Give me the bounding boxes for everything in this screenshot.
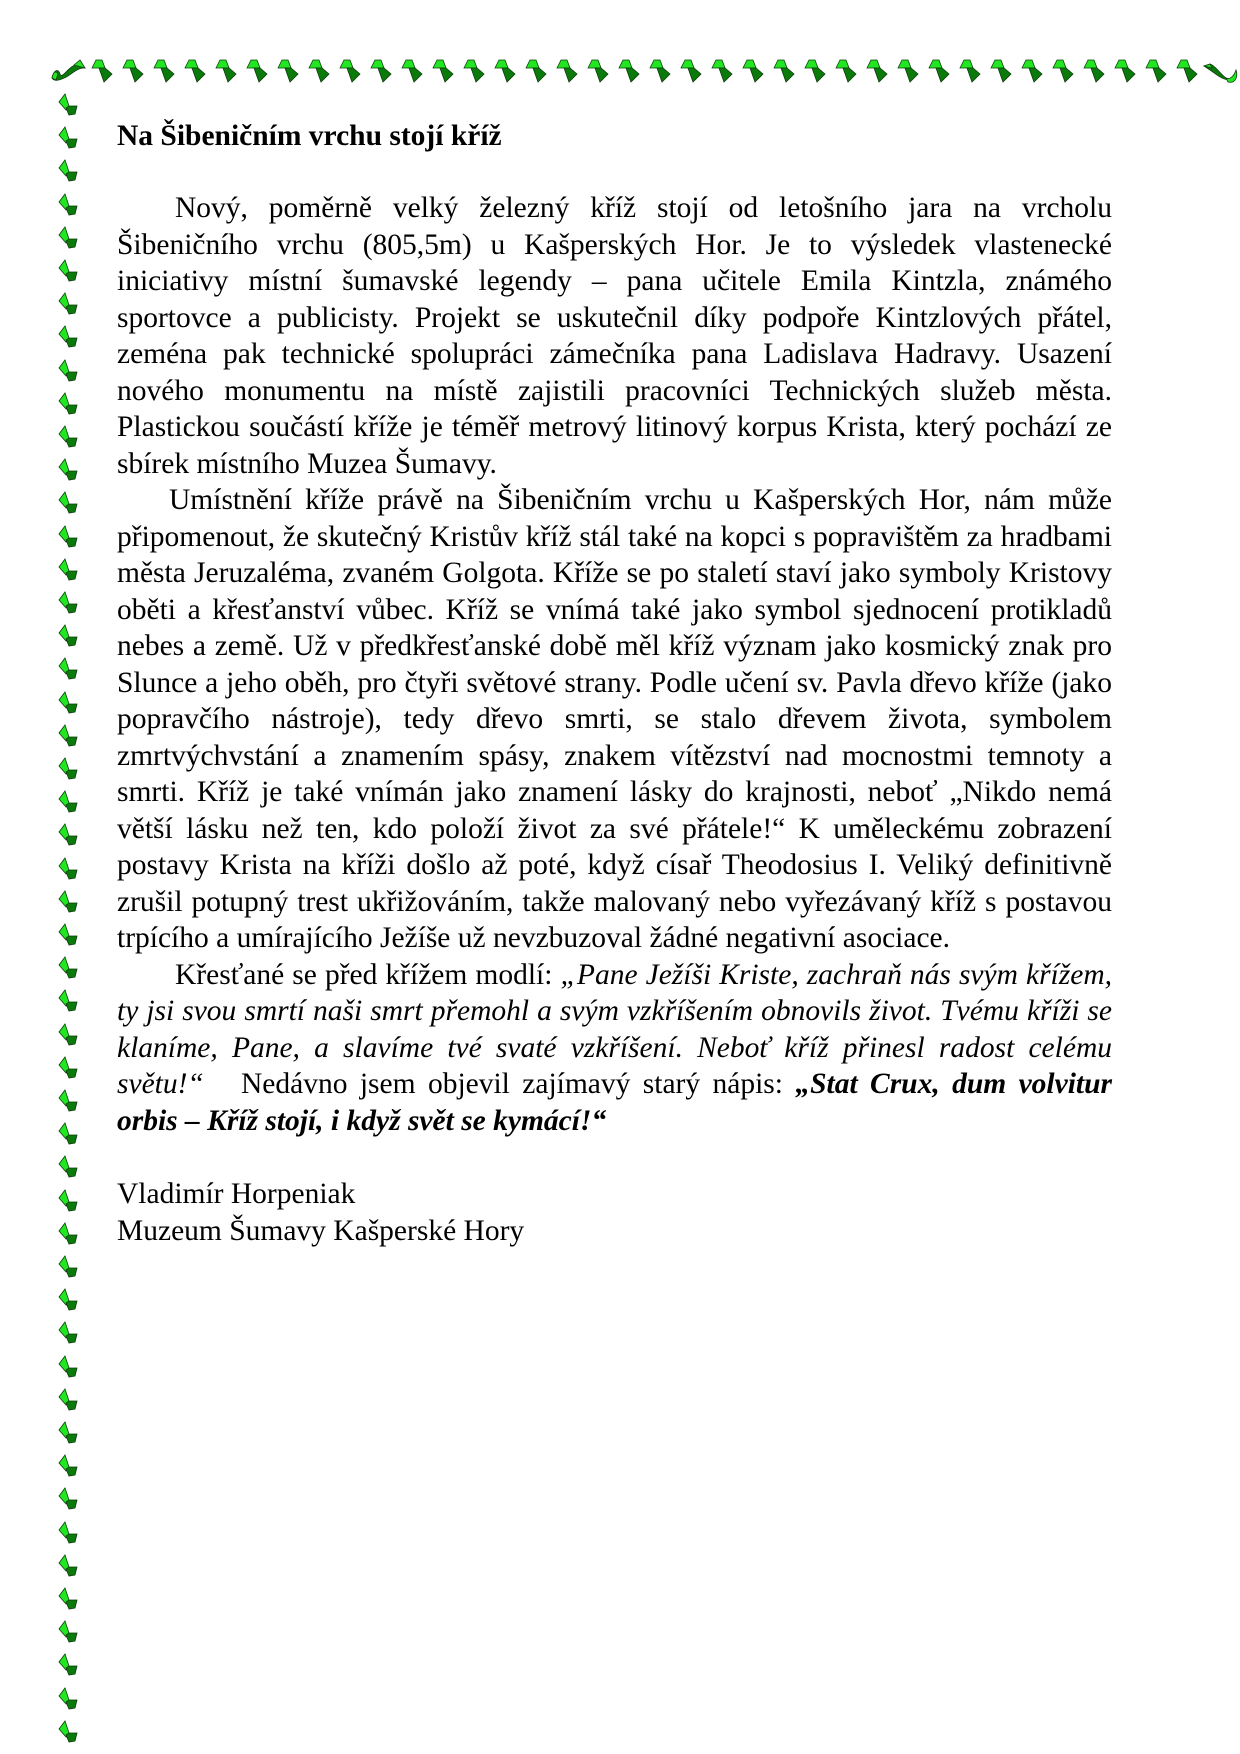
leaf-icon (646, 58, 674, 86)
leaf-icon (1049, 58, 1077, 86)
leaf-icon (305, 58, 333, 86)
leaf-icon (55, 1254, 83, 1282)
leaf-icon (55, 756, 83, 784)
leaf-icon (55, 1553, 83, 1581)
paragraph-1: Nový, poměrně velký železný kříž stojí od letošního jara na vrcholu Šibeničního vrchu (805,5m) u Kašperských Hor. Je to výsledek vlastenecké iniciativy místní šumavské legendy – pana učitele Emila Kintzla, známého sportovce a publicisty. Projekt se uskutečnil díky podpoře Kintzlových přátel, zeména pak technické spolupráci zámečníka pana Ladislava Hadravy. Usazení nového monumentu na místě zajistili pracovníci Technických služeb města. Plastickou součástí kříže je téměř metrový litinový korpus Krista, který pochází ze sbírek místního Muzea Šumavy. (117, 192, 1112, 480)
leaf-icon (55, 92, 83, 120)
leaf-icon (1111, 58, 1139, 86)
leaf-icon (55, 225, 83, 253)
leaf-icon (55, 457, 83, 485)
leaf-icon (55, 1387, 83, 1415)
leaf-icon (55, 922, 83, 950)
leaf-icon (55, 1088, 83, 1116)
leaf-icon (708, 58, 736, 86)
vine-curl-start-icon (50, 56, 86, 82)
leaf-icon (55, 656, 83, 684)
leaf-icon (55, 1486, 83, 1514)
leaf-icon (55, 590, 83, 618)
inscription-intro: Nedávno jsem objevil zajímavý starý nápis: (203, 1068, 796, 1100)
leaf-icon (55, 1055, 83, 1083)
leaf-icon (55, 1686, 83, 1714)
left-leaf-border (55, 92, 95, 1754)
leaf-icon (832, 58, 860, 86)
top-leaf-border (50, 56, 1240, 96)
leaf-icon (55, 391, 83, 419)
leaf-icon (181, 58, 209, 86)
signature-block (117, 1176, 1112, 1250)
paragraph-2: Umístnění kříže právě na Šibeničním vrchu u Kašperských Hor, nám může připomenout, že skutečný Kristův kříž stál také na kopci s popravištěm za hradbami města Jeruzaléma, zvaném Golgota. Kříže se po staletí staví jako symboly Kristovy oběti a křesťanství vůbec. Kříž se vnímá také jako symbol sjednocení protikladů nebes a země. Už v předkřesťanské době měl kříž význam jako kosmický znak pro Slunce a jeho oběh, pro čtyři světové strany. Podle učení sv. Pavla dřevo kříže (jako popravčího nástroje), tedy dřevo smrti, se stalo dřevem života, symbolem zmrtvýchvstání a znamením spásy, znakem vítězství nad mocnostmi temnoty a smrti. Kříž je také vnímán jako znamení lásky do krajnosti, neboť „Nikdo nemá větší lásku než ten, kdo položí život za své přátele!“ K uměleckému zobrazení postavy Krista na kříži došlo až poté, když císař Theodosius I. Veliký definitivně zrušil potupný trest ukřižováním, takže malovaný nebo vyřezávaný kříž s postavou trpícího a umírajícího Ježíše už nevzbuzoval žádné negativní asociace. (117, 484, 1112, 954)
leaf-icon (55, 1652, 83, 1680)
leaf-icon (55, 524, 83, 552)
leaf-icon (55, 1221, 83, 1249)
leaf-icon (212, 58, 240, 86)
paragraph-3 (117, 957, 1112, 1140)
leaf-icon (119, 58, 147, 86)
leaf-icon (55, 690, 83, 718)
leaf-icon (55, 822, 83, 850)
leaf-icon (1142, 58, 1170, 86)
leaf-icon (801, 58, 829, 86)
article (117, 118, 1112, 1250)
leaf-icon (55, 988, 83, 1016)
leaf-icon (987, 58, 1015, 86)
leaf-icon (336, 58, 364, 86)
leaf-icon (584, 58, 612, 86)
leaf-icon (522, 58, 550, 86)
leaf-icon (150, 58, 178, 86)
leaf-icon (55, 1453, 83, 1481)
leaf-icon (55, 1287, 83, 1315)
leaf-icon (956, 58, 984, 86)
leaf-icon (55, 424, 83, 452)
leaf-icon (55, 192, 83, 220)
prayer-quote: „Pane Ježíši Kriste, zachraň nás svým křížem, ty jsi svou smrtí naši smrt přemohl a svým vzkříšením obnovils život. Tvému kříži se klaníme, Pane, a slavíme tvé svaté vzkříšení. Neboť kříž přinesl radost celému světu!“ (117, 958, 1113, 1100)
leaf-icon (274, 58, 302, 86)
leaf-icon (925, 58, 953, 86)
author-name: Vladimír Horpeniak (117, 1178, 356, 1210)
leaf-icon (55, 291, 83, 319)
leaf-icon (55, 1520, 83, 1548)
leaf-icon (55, 125, 83, 153)
leaf-icon (429, 58, 457, 86)
leaf-icon (398, 58, 426, 86)
leaf-icon (55, 1719, 83, 1747)
leaf-icon (243, 58, 271, 86)
leaf-icon (55, 1320, 83, 1348)
leaf-icon (55, 955, 83, 983)
leaf-icon (55, 557, 83, 585)
leaf-icon (1018, 58, 1046, 86)
prayer-intro: Křesťané se před křížem modlí: (175, 958, 561, 991)
leaf-icon (55, 623, 83, 651)
leaf-icon (1173, 58, 1201, 86)
leaf-icon (863, 58, 891, 86)
leaf-icon (55, 490, 83, 518)
leaf-icon (55, 258, 83, 286)
leaf-icon (55, 1154, 83, 1182)
leaf-icon (677, 58, 705, 86)
leaf-icon (55, 324, 83, 352)
author-institution: Muzeum Šumavy Kašperské Hory (117, 1215, 525, 1247)
leaf-icon (55, 1354, 83, 1382)
leaf-icon (55, 158, 83, 186)
leaf-icon (55, 889, 83, 917)
leaf-icon (894, 58, 922, 86)
leaf-icon (55, 789, 83, 817)
leaf-icon (55, 856, 83, 884)
leaf-icon (55, 723, 83, 751)
leaf-icon (739, 58, 767, 86)
vine-curl-end-icon (1202, 62, 1238, 88)
inscription-motto: „Stat Crux, dum volvitur orbis – Kříž stojí, i když svět se kymácí!“ (117, 1068, 1112, 1137)
leaf-icon (553, 58, 581, 86)
leaf-icon (55, 358, 83, 386)
leaf-icon (491, 58, 519, 86)
article-title: Na Šibeničním vrchu stojí kříž (117, 120, 502, 152)
leaf-icon (460, 58, 488, 86)
leaf-icon (55, 1586, 83, 1614)
leaf-icon (55, 1188, 83, 1216)
leaf-icon (55, 1420, 83, 1448)
leaf-icon (770, 58, 798, 86)
leaf-icon (615, 58, 643, 86)
leaf-icon (88, 58, 116, 86)
leaf-icon (55, 1121, 83, 1149)
leaf-icon (367, 58, 395, 86)
leaf-icon (55, 1619, 83, 1647)
leaf-icon (1080, 58, 1108, 86)
leaf-icon (55, 1022, 83, 1050)
